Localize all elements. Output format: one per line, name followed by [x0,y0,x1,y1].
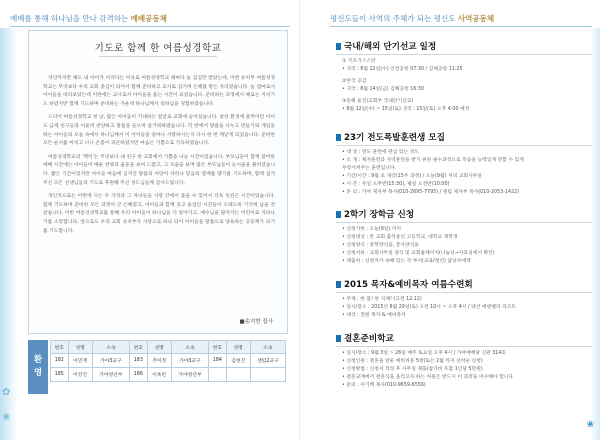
flower-ornament-icon: ❀ [586,420,594,430]
table-cell: 가야3교구 [92,354,129,368]
flower-ornament-icon: ❀ [2,412,11,423]
column-header: 소속 [92,341,129,354]
section-title-scholarship [336,208,414,220]
article-paragraph: 여름성경학교의 '백미'는 무엇보다 내 친구 한 교회에서 기쁨을 나눈 시간이었습니다. 부모님들이 함께 참여한 예배 시간에는 아이들이 배운 찬양과 율동을 보여 드렸고, 그 모습을 보며 많은 부모님들이 눈시울을 붉히셨습니다. 짧은 기간이었지만 아이들 마음에 심겨진 말씀의 씨앗이 자라나 믿음의 열매를 맺기를 기도하며, 함께 섬겨 주신 모든 선생님들과 기도로 후원해 주신 성도님들께 감사드립니다. [43,154,275,186]
section-title-text: 2학기 장학금 신청 [344,210,415,220]
section-line: • 기간/시간 : 9월 초 개강(15주 과정) / 오늘(9월) 저녁 교회사무실 [342,174,482,180]
table-cell: 김현진 [226,354,250,368]
section-title-marriage-school [336,332,394,344]
section-line: • 신청기한 : 오늘(9일) 까지 [342,227,402,232]
welcome-table [50,340,286,382]
table-cell: 가야청년부 [171,368,208,382]
table-cell [250,368,285,382]
section-marker-icon [336,43,341,50]
section-divider [336,292,592,293]
column-header: 성명 [68,341,92,354]
section-line: • 귀국 : 8월 12일(수) 인천공항 07:30 / 김해공항 11:25 [342,67,463,73]
article-paragraph: 드디어 여름성경학교 첫 날, 많은 아이들이 기대하는 얼굴로 교회에 들어섰습니다. 낯선 환경에 울먹이던 아이도 금세 친구들과 어울려 찬양하고 말씀을 들으며 즐거워하였습니다. 각 반에서 말씀을 나누고 만들기와 게임을 하는 아이들의 모습 속에서 하나님께서 이 아이들을 얼마나 사랑하시는지 다시 한 번 깨닫게 되었습니다. 준비한 모든 순서를 마치고 나니 온몸이 피곤하였지만 마음은 기쁨으로 가득하였습니다. [43,115,275,147]
section-body [342,296,590,320]
section-line: • 신청대상 : 본 교회 출석중인 고등학교, 대학교 재학생 [342,235,458,241]
section-line: • 대 상 : 전도 훈련에 관심 있는 성도 [342,150,419,155]
section-line: 무장시켜주는 훈련입니다. [342,166,397,172]
section-line: ① 키르기스스탄 [342,59,376,64]
section-line: • 대상 : 전원 목자 & 예비목자 [342,313,406,319]
section-line: • 문 의 : 가야 제자부 목사(010-2695-7795) / 센텀 제자부 목사(010-2053-1422) [342,190,520,196]
section-title-text: 23기 전도폭발훈련생 모집 [344,133,445,143]
section-line: • 신청양식 : 장학양식을, 봉사양식을 [342,243,419,249]
table-cell: 가야3교구 [171,354,208,368]
article-body [43,75,275,241]
table-cell: 가야청년부 [92,368,129,382]
section-line: • 일시/장소 : 9월 3일 ~ 26일 매주 토요일 오후 4시 / 가야예배당 신관 314호 [342,351,507,356]
section-line: • 신청인원 : 결혼을 앞둔 예비커플 5쌍(또는 2월 까지 선착순 신청) [342,359,483,365]
section-title-retreat [336,278,473,290]
column-header: 번호 [51,341,69,354]
header-divider [330,26,592,27]
welcome-label [28,340,48,394]
column-header: 소속 [250,341,285,354]
section-line: • 문의 : 이기백 목사(010-9659-6556) [342,383,426,389]
section-divider [336,346,592,347]
section-body [342,58,590,115]
column-header: 번호 [130,341,148,354]
section-line: ②한국 공감 [342,79,367,85]
table-cell: 이옥빈 [147,368,171,382]
table-cell [226,368,250,382]
table-row [51,368,286,382]
section-line: • 결혼교재에서 결혼식을 올리고자 하는 커플은 반드시 이 과정을 이수해야 합니다 [342,375,513,381]
column-header: 번호 [209,341,227,354]
section-line: • 8월 12일(수) ~ 15일(토) 귀국 : 15일(토) 오후 4:00 예정 [342,107,470,113]
section-divider [336,145,592,146]
welcome-label-char: 환 [33,355,43,365]
header-divider [10,26,290,27]
section-line: • 신청서류 : 교회사무실 양식 및 교회홈페이지(나눔터→자료실에서 확인) [342,251,495,257]
section-marker-icon [336,335,341,342]
column-header: 성명 [226,341,250,354]
welcome-label-char: 영 [33,368,43,378]
section-body [342,350,590,390]
table-cell: 184 [209,354,227,368]
table-cell: 182 [51,354,69,368]
article-box [28,30,288,334]
section-line: • 일시/장소 : 2015년 8월 29일(토) 오전 10시 ~ 오후 4시 / 양산 에덴밸리 리조트 [342,305,516,311]
right-page [300,0,600,440]
article-title: 기도로 함께 한 여름성경학교 [94,43,222,54]
author-name: 송지현 집사 [244,319,273,325]
section-line: ③동해 울진(교회부 국내단기선교) [342,99,414,105]
table-cell: 이민재 [68,354,92,368]
section-title-text: 국내/해외 단기선교 일정 [344,42,437,52]
section-marker-icon [336,281,341,288]
section-line: • 제출처 : 신청자가 속해 있는 각 부서(교육/청년) 담당자에게 [342,259,471,265]
table-cell: 추미정 [147,354,171,368]
article-title-divider [99,56,217,57]
header-title: 사역공동체 [457,14,495,23]
header-title: 예배공동체 [130,14,167,23]
section-marker-icon [336,211,341,218]
section-divider [336,222,592,223]
article-paragraph: 개인적으로는 이번에 사는 두 가정과 그 자녀들을 사랑 안에서 품을 수 있어서 더욱 뜻깊은 시간이었습니다. 함께 기도하며 준비한 모든 과정이 큰 은혜였고, 아이들과 함께 웃고 울었던 시간들이 오래도록 기억에 남을 것 같습니다. 이번 여름성경학교를 통해 우리 아이들이 하나님을 더 알아가고, 예수님을 닮아가는 어린이로 자라나기를 소망합니다. 앞으로도 우리 교회 유치부가 사랑으로 하나 되어 아이들을 말씀으로 양육하는 공동체가 되기를 기도합니다. [43,194,275,234]
section-line: • 시 간 : 주일 오후반(15:30), 평일 오전반(10:00) [342,182,450,188]
page-header [330,13,494,24]
header-subtitle: 예배를 통해 하나님을 만나 감격하는 [10,14,129,23]
page-header [10,13,167,24]
table-cell: 센텀2교구 [250,354,285,368]
decorative-side-strip [0,28,18,440]
header-subtitle: 평신도들이 사역의 주체가 되는 평신도 [330,14,456,23]
table-cell [209,368,227,382]
section-title-evangelism [336,131,445,143]
section-title-text: 2015 목자&예비목자 여름수련회 [344,280,473,290]
decorative-side-strip [590,28,600,440]
section-divider [336,54,592,55]
table-cell: 185 [51,368,69,382]
table-cell: 183 [130,354,148,368]
article-paragraph: 작년까지만 해도 내 아이가 어리다는 이유로 여름성경학교 때마다 늘 섬김만 받았는데, 이번 유치부 여름성경학교는 무엇보다 우리 교회 중심이 되어서 함께 준비하고 교사로 섬기며 은혜를 받는 자리였습니다. 늘 엄마로서 아이들을 바라보았는데 이번에는 교사로서 아이들을 품는 시간이 되었습니다. 준비하는 과정에서 때로는 지치기도 하였지만 함께 기도하며 준비하는 가운데 하나님께서 일하심을 경험하였습니다. [43,76,275,107]
flower-ornament-icon: ✿ [2,387,11,398]
section-body [342,226,590,266]
table-header-row [51,341,286,354]
table-cell: 이강진 [68,368,92,382]
article-author: ■송지현 집사 [239,319,273,325]
section-line: • 소 개 : 제자훈련과 사역훈련을 받기 위한 필수과정으로 복음을 능력있게 전할 수 있게 [342,158,524,164]
section-line: • 주제 : 한 몸! 한 지체! (고전 12:12) [342,297,422,302]
section-body [342,149,590,198]
column-header: 소속 [171,341,208,354]
table-row [51,354,286,368]
section-line: • 귀국 : 8월 14일(금) 김해공항 16:30 [342,87,425,93]
section-title-missions [336,40,436,52]
table-cell: 186 [130,368,148,382]
section-title-text: 결혼준비학교 [344,334,394,344]
column-header: 성명 [147,341,171,354]
section-marker-icon [336,134,341,141]
welcome-section [28,340,286,394]
section-line: • 신청방법 : 신청서 작성 후 사무실 제출(참가비 포함 1인당 5만원) [342,367,483,373]
